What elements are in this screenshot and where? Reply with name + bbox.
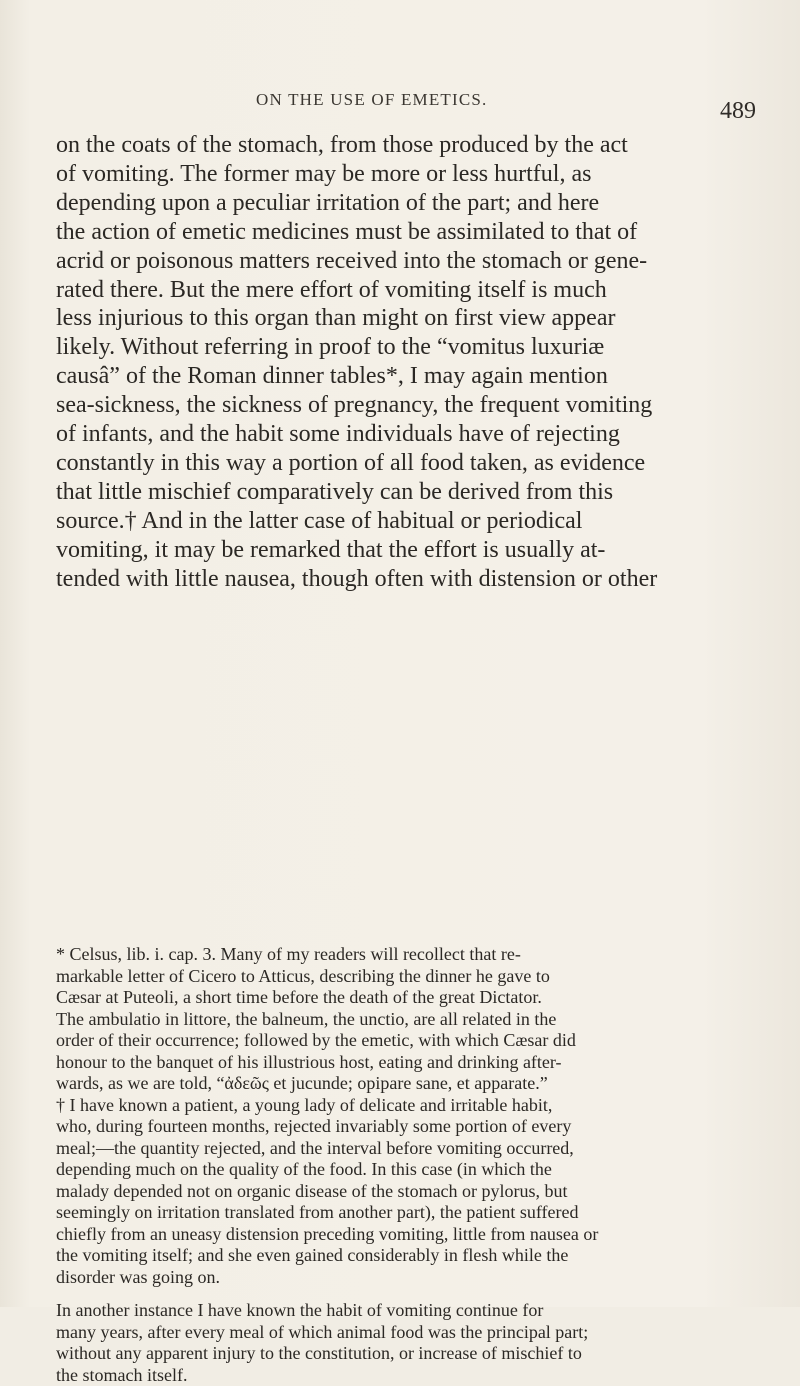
body-line: less injurious to this organ than might on first view appear (56, 304, 756, 333)
body-line: that little mischief comparatively can be derived from this (56, 478, 756, 507)
footnote-line: seemingly on irritation translated from another part), the patient suffered (56, 1202, 756, 1224)
running-head: ON THE USE OF EMETICS. (256, 90, 488, 110)
footnote-line: the vomiting itself; and she even gained considerably in flesh while the (56, 1245, 756, 1267)
footnote-line: chiefly from an uneasy distension preceding vomiting, little from nausea or (56, 1224, 756, 1246)
main-body-text (56, 131, 756, 594)
body-line: source.† And in the latter case of habitual or periodical (56, 507, 756, 536)
footnote-line: many years, after every meal of which animal food was the principal part; (56, 1322, 756, 1344)
body-line: rated there. But the mere effort of vomiting itself is much (56, 276, 756, 305)
footnote-line: * Celsus, lib. i. cap. 3. Many of my readers will recollect that re- (56, 944, 756, 966)
footnote-line: wards, as we are told, “ἀδεῶς et jucunde; opipare sane, et apparate.” (56, 1073, 756, 1095)
body-line: causâ” of the Roman dinner tables*, I may again mention (56, 362, 756, 391)
footnote-line: the stomach itself. (56, 1365, 756, 1386)
footnote-line: depending much on the quality of the food. In this case (in which the (56, 1159, 756, 1181)
page-number: 489 (720, 98, 756, 125)
footnotes (56, 944, 756, 1386)
body-line: of infants, and the habit some individuals have of rejecting (56, 420, 756, 449)
footnote-line: † I have known a patient, a young lady of delicate and irritable habit, (56, 1095, 756, 1117)
body-line: sea-sickness, the sickness of pregnancy, the frequent vomiting (56, 391, 756, 420)
footnote-line: without any apparent injury to the constitution, or increase of mischief to (56, 1343, 756, 1365)
body-line: depending upon a peculiar irritation of the part; and here (56, 189, 756, 218)
footnote-line: disorder was going on. (56, 1267, 756, 1289)
footnote-line: markable letter of Cicero to Atticus, describing the dinner he gave to (56, 966, 756, 988)
body-line: of vomiting. The former may be more or less hurtful, as (56, 160, 756, 189)
footnote-line: Cæsar at Puteoli, a short time before the death of the great Dictator. (56, 987, 756, 1009)
body-line: likely. Without referring in proof to the “vomitus luxuriæ (56, 333, 756, 362)
body-line: the action of emetic medicines must be assimilated to that of (56, 218, 756, 247)
footnote-line: In another instance I have known the habit of vomiting continue for (56, 1300, 756, 1322)
body-line: constantly in this way a portion of all food taken, as evidence (56, 449, 756, 478)
footnote-line: who, during fourteen months, rejected invariably some portion of every (56, 1116, 756, 1138)
body-line: tended with little nausea, though often with distension or other (56, 565, 756, 594)
footnote-line: The ambulatio in littore, the balneum, the unctio, are all related in the (56, 1009, 756, 1031)
body-line: acrid or poisonous matters received into the stomach or gene- (56, 247, 756, 276)
footnote-line: malady depended not on organic disease of the stomach or pylorus, but (56, 1181, 756, 1203)
footnote-line: order of their occurrence; followed by the emetic, with which Cæsar did (56, 1030, 756, 1052)
footnote-line: meal;—the quantity rejected, and the interval before vomiting occurred, (56, 1138, 756, 1160)
paragraph-gap (56, 1288, 756, 1300)
body-line: on the coats of the stomach, from those produced by the act (56, 131, 756, 160)
body-line: vomiting, it may be remarked that the effort is usually at- (56, 536, 756, 565)
footnote-line: honour to the banquet of his illustrious host, eating and drinking after- (56, 1052, 756, 1074)
